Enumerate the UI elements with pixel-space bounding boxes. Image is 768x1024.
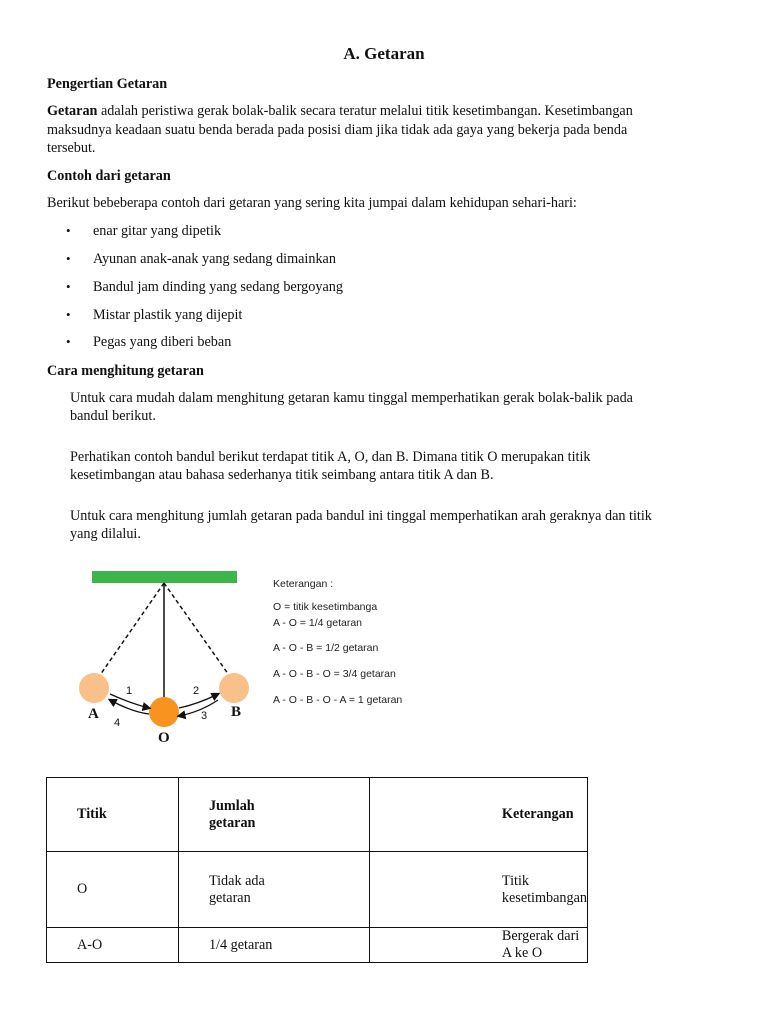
- string-right: [164, 583, 231, 678]
- cell-jumlah-line-1: Tidak ada: [208, 872, 265, 889]
- ceiling-bar: [92, 571, 237, 583]
- header-jumlah-line-2: getaran: [208, 814, 256, 831]
- ball-o: [149, 697, 179, 727]
- list-item: Pegas yang diberi beban: [93, 334, 232, 350]
- bullet-icon: •: [66, 223, 71, 238]
- bullet-icon: •: [66, 279, 71, 294]
- header-keterangan: Keterangan: [369, 778, 587, 852]
- bullet-icon: •: [66, 251, 71, 266]
- table-row: [47, 928, 588, 963]
- legend-line: A - O - B - O - A = 1 getaran: [273, 694, 403, 706]
- pendulum-diagram: [76, 566, 426, 752]
- arrow-label-3: 3: [201, 710, 208, 722]
- heading-cara: Cara menghitung getaran: [47, 363, 204, 379]
- cell-keterangan: Titik kesetimbangan: [369, 852, 587, 928]
- cara-p1-line-2: bandul berikut.: [70, 408, 156, 424]
- page-title: A. Getaran: [343, 44, 425, 63]
- arrow-label-2: 2: [193, 685, 200, 697]
- pengertian-line-2: maksudnya keadaan suatu benda berada pada posisi diam jika tidak ada gaya yang bekerja pada benda: [47, 122, 628, 138]
- heading-pengertian: Pengertian Getaran: [47, 76, 168, 92]
- string-left: [98, 583, 164, 678]
- label-b: B: [231, 704, 242, 720]
- term-getaran: Getaran: [47, 103, 98, 119]
- table-row: [47, 852, 588, 928]
- bullet-icon: •: [66, 307, 71, 322]
- pengertian-line-1: [47, 102, 633, 120]
- pengertian-line-1-text: adalah peristiwa gerak bolak-balik secara teratur melalui titik kesetimbangan. Kesetimbangan: [97, 103, 633, 119]
- header-jumlah-line-1: Jumlah: [208, 797, 255, 814]
- cell-jumlah: 1/4 getaran: [178, 928, 369, 963]
- list-item: Ayunan anak-anak yang sedang dimainkan: [93, 251, 336, 267]
- cell-titik: O: [47, 852, 179, 928]
- legend-line: A - O - B = 1/2 getaran: [273, 642, 379, 654]
- arrow-label-1: 1: [126, 685, 133, 697]
- table-header-row: [47, 778, 588, 852]
- legend-line: O = titik kesetimbanga: [273, 601, 378, 613]
- arrow-label-4: 4: [114, 717, 121, 729]
- legend-line: A - O = 1/4 getaran: [273, 617, 363, 629]
- legend-title: Keterangan :: [273, 578, 334, 590]
- cara-p2-line-1: Perhatikan contoh bandul berikut terdapat titik A, O, dan B. Dimana titik O merupakan titik: [70, 449, 591, 465]
- cell-titik: A-O: [47, 928, 179, 963]
- cara-p3-line-1: Untuk cara menghitung jumlah getaran pada bandul ini tinggal memperhatikan arah geraknya dan titik: [70, 508, 652, 524]
- bullet-icon: •: [66, 334, 71, 349]
- cara-p2-line-2: kesetimbangan atau bahasa sederhanya titik seimbang antara titik A dan B.: [70, 467, 494, 483]
- pengertian-line-3: tersebut.: [47, 140, 96, 156]
- list-item: Mistar plastik yang dijepit: [93, 307, 243, 323]
- list-item: Bandul jam dinding yang sedang bergoyang: [93, 279, 343, 295]
- ball-a: [79, 673, 109, 703]
- legend-line: A - O - B - O = 3/4 getaran: [273, 668, 396, 680]
- label-a: A: [88, 706, 99, 722]
- label-o: O: [158, 730, 170, 746]
- heading-contoh: Contoh dari getaran: [47, 168, 171, 184]
- getaran-table: [46, 777, 588, 963]
- cell-jumlah: [178, 852, 369, 928]
- header-titik: Titik: [47, 778, 179, 852]
- contoh-intro: Berikut bebeberapa contoh dari getaran yang sering kita jumpai dalam kehidupan sehari-hari:: [47, 195, 577, 211]
- cara-p3-line-2: yang dilalui.: [70, 526, 141, 542]
- cara-p1-line-1: Untuk cara mudah dalam menghitung getaran kamu tinggal memperhatikan gerak bolak-balik pada: [70, 390, 633, 406]
- header-jumlah: [178, 778, 369, 852]
- cell-keterangan: Bergerak dari A ke O: [369, 928, 587, 963]
- list-item: enar gitar yang dipetik: [93, 223, 222, 239]
- ball-b: [219, 673, 249, 703]
- cell-jumlah-line-2: getaran: [208, 889, 251, 906]
